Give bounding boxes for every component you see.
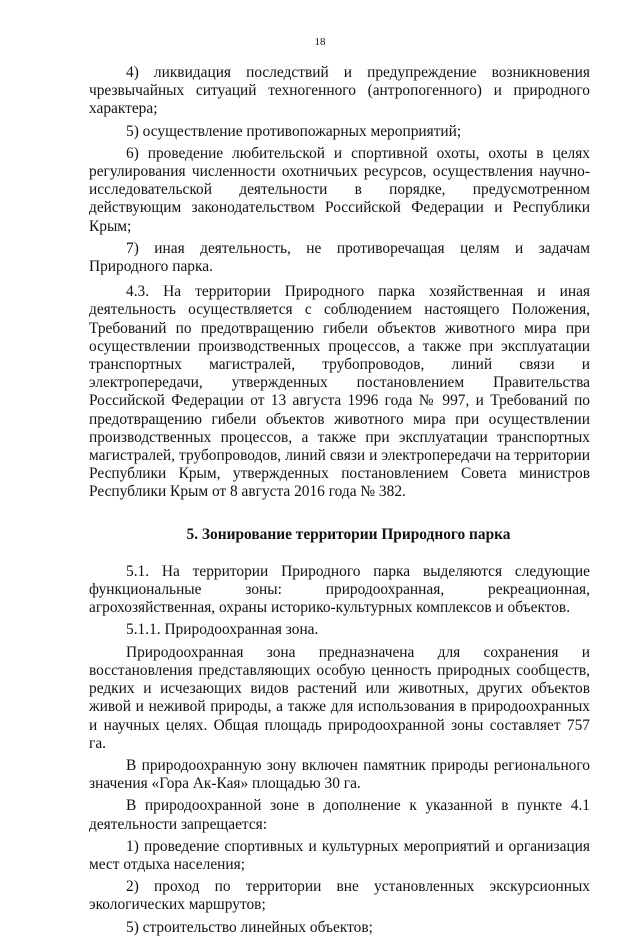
prohibition-item-5: 5) строительство линейных объектов; bbox=[126, 918, 373, 936]
section-heading: 5. Зонирование территории Природного парка bbox=[186, 525, 511, 543]
clause-4-3: 4.3. На территории Природного парка хозяйственная и иная деятельность осуществляется с соблюдением настоящего Положения, Требований по предотвращению гибели объектов животного мира при осуществлении производственных процессов, а также при эксплуатации транспортных магистралей, трубопроводов, линий связи и электропередачи, утвержденных постановлением Правительства Российской Федерации от 13 августа 1996 года № 997, и Требований по предотвращению гибели объектов животного мира при осуществлении производственных процессов, а также при эксплуатации транспортных магистралей, трубопроводов, линий связи и электропередачи на территории Республики Крым, утвержденных постановлением Совета министров Республики Крым от 8 августа 2016 года № 382. bbox=[89, 283, 590, 501]
paragraph-prohibitions-intro: В природоохранной зоне в дополнение к указанной в пункте 4.1 деятельности запрещается: bbox=[89, 797, 590, 833]
prohibition-item-1: 1) проведение спортивных и культурных мероприятий и организация мест отдыха населения; bbox=[89, 837, 590, 873]
document-body bbox=[89, 64, 590, 937]
list-item-7: 7) иная деятельность, не противоречащая целям и задачам Природного парка. bbox=[89, 239, 590, 276]
list-item-4: 4) ликвидация последствий и предупреждение возникновения чрезвычайных ситуаций техногенного (антропогенного) и природного характера; bbox=[89, 64, 590, 118]
list-item-5: 5) осуществление противопожарных мероприятий; bbox=[126, 122, 462, 140]
prohibition-item-2: 2) проход по территории вне установленных экскурсионных экологических маршрутов; bbox=[89, 878, 590, 914]
clause-5-1-1: 5.1.1. Природоохранная зона. bbox=[126, 621, 319, 639]
paragraph-monument: В природоохранную зону включен памятник природы регионального значения «Гора Ак-Кая» площадью 30 га. bbox=[89, 756, 590, 793]
clause-5-1: 5.1. На территории Природного парка выделяются следующие функциональные зоны: природоохранная, рекреационная, агрохозяйственная, охраны историко-культурных комплексов и объектов. bbox=[89, 562, 590, 617]
paragraph-zone-purpose: Природоохранная зона предназначена для сохранения и восстановления представляющих особую ценность природных сообществ, редких и исчезающих видов растений или животных, других объектов живой и неживой природы, а также для использования в природоохранных и научных целях. Общая площадь природоохранной зоны составляет 757 га. bbox=[89, 643, 590, 752]
page-number: 18 bbox=[314, 36, 326, 48]
list-item-6: 6) проведение любительской и спортивной охоты, охоты в целях регулирования численности охотничьих ресурсов, осуществления научно-исследовательской деятельности в порядке, предусмотренном действующим законодательством Российской Федерации и Республики Крым; bbox=[89, 144, 590, 235]
